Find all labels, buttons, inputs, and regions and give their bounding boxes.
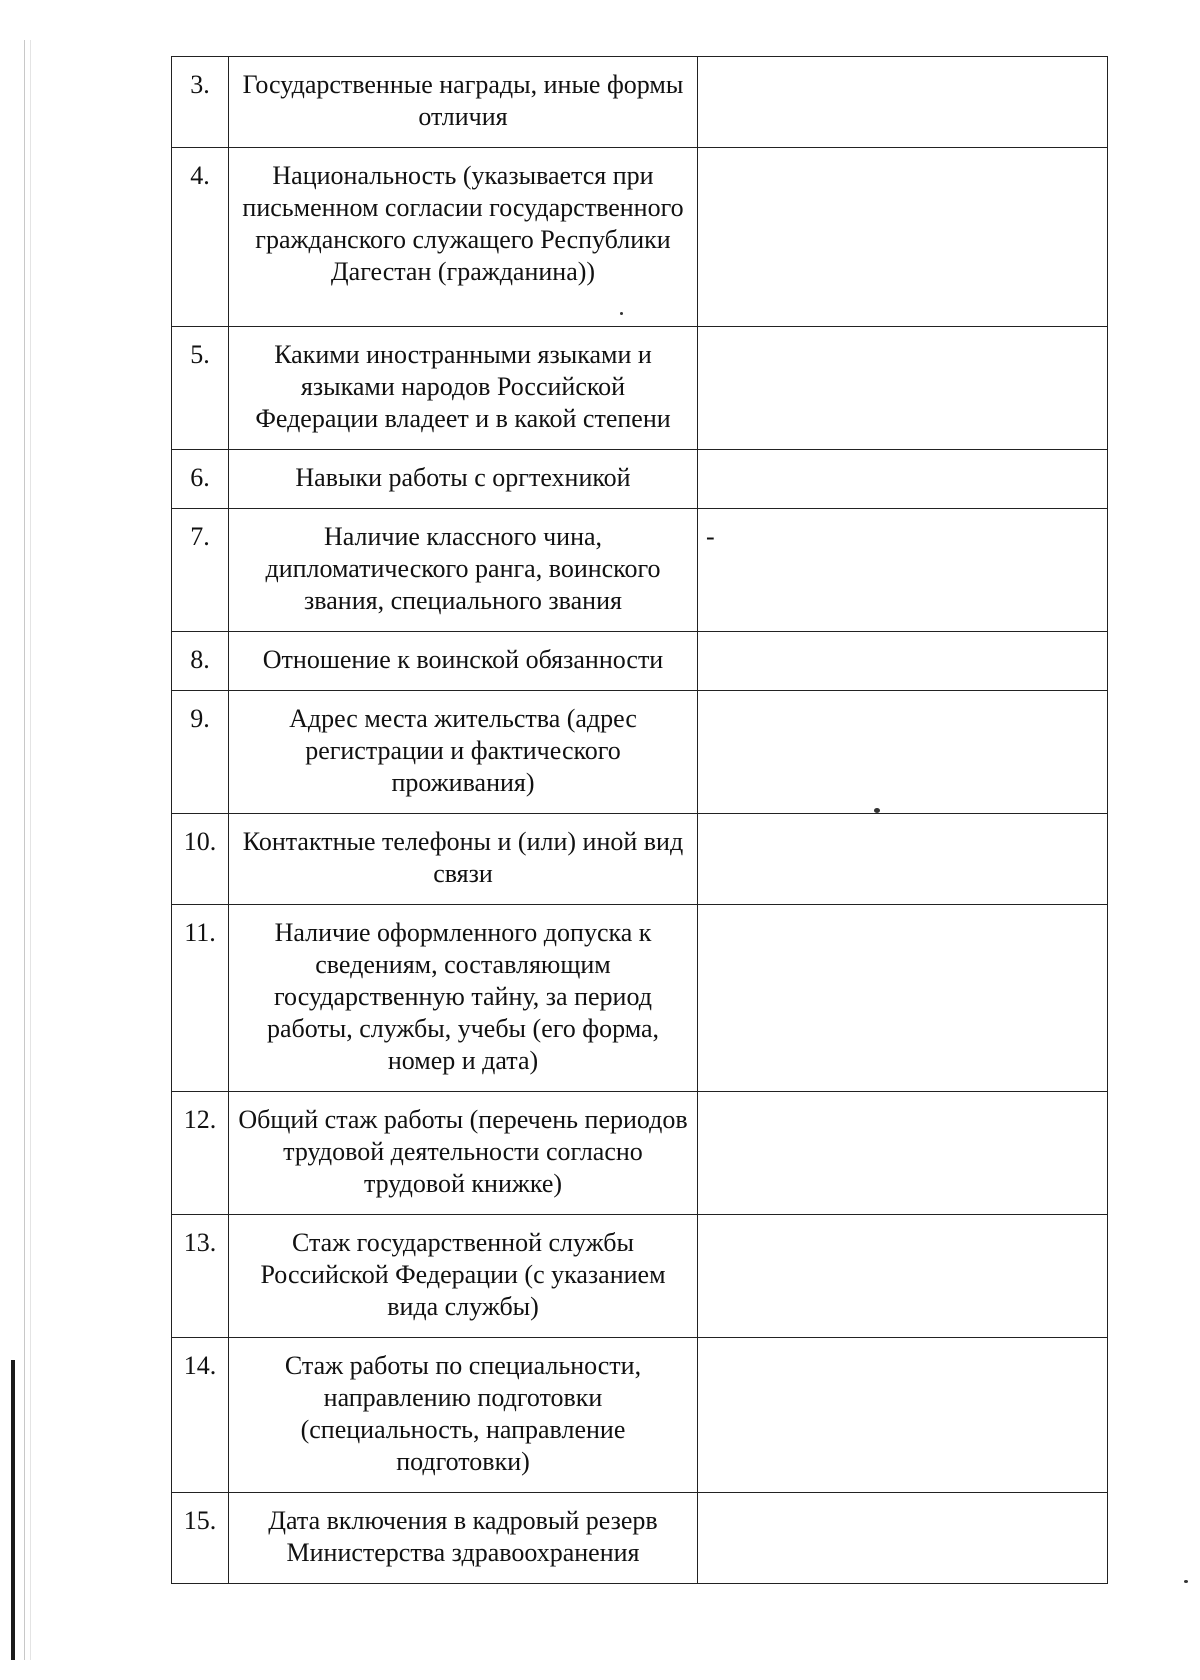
row-value xyxy=(698,632,1108,691)
row-label: Адрес места жительства (адрес регистрации и фактического проживания) xyxy=(229,691,698,814)
row-label: Стаж государственной службы Российской Федерации (с указанием вида службы) xyxy=(229,1215,698,1338)
table-row xyxy=(172,1092,1108,1215)
row-label: Общий стаж работы (перечень периодов трудовой деятельности согласно трудовой книжке) xyxy=(229,1092,698,1215)
table-row xyxy=(172,632,1108,691)
row-label: Дата включения в кадровый резерв Министерства здравоохранения xyxy=(229,1493,698,1584)
row-value xyxy=(698,327,1108,450)
table-row xyxy=(172,1338,1108,1493)
row-value xyxy=(698,691,1108,814)
row-label: Наличие классного чина, дипломатического ранга, воинского звания, специального звания xyxy=(229,509,698,632)
scan-speck xyxy=(1184,1580,1188,1583)
row-number: 15. xyxy=(172,1493,229,1584)
row-value xyxy=(698,1215,1108,1338)
scan-binding-mark xyxy=(11,1360,15,1660)
row-number: 7. xyxy=(172,509,229,632)
row-value xyxy=(698,57,1108,148)
row-number: 14. xyxy=(172,1338,229,1493)
table-row xyxy=(172,450,1108,509)
row-number: 4. xyxy=(172,148,229,327)
row-number: 3. xyxy=(172,57,229,148)
row-number: 5. xyxy=(172,327,229,450)
row-value xyxy=(698,1338,1108,1493)
row-value xyxy=(698,450,1108,509)
row-value xyxy=(698,148,1108,327)
row-label: Отношение к воинской обязанности xyxy=(229,632,698,691)
row-number: 13. xyxy=(172,1215,229,1338)
row-number: 11. xyxy=(172,905,229,1092)
row-label: Навыки работы с оргтехникой xyxy=(229,450,698,509)
table-row xyxy=(172,691,1108,814)
row-number: 6. xyxy=(172,450,229,509)
row-label: Стаж работы по специальности, направлению подготовки (специальность, направление подготовки) xyxy=(229,1338,698,1493)
row-value xyxy=(698,905,1108,1092)
row-number: 12. xyxy=(172,1092,229,1215)
row-label: Государственные награды, иные формы отличия xyxy=(229,57,698,148)
table-row xyxy=(172,148,1108,327)
row-label: Наличие оформленного допуска к сведениям, составляющим государственную тайну, за период работы, службы, учебы (его форма, номер и дата) xyxy=(229,905,698,1092)
table-row xyxy=(172,905,1108,1092)
row-label: Национальность (указывается при письменном согласии государственного гражданского служащего Республики Дагестан (гражданина)) xyxy=(229,148,698,327)
personal-data-table xyxy=(171,56,1108,1584)
table-row xyxy=(172,327,1108,450)
row-value xyxy=(698,1092,1108,1215)
scan-edge-line xyxy=(24,40,25,1660)
row-label: Какими иностранными языками и языками народов Российской Федерации владеет и в какой степени xyxy=(229,327,698,450)
table-row xyxy=(172,814,1108,905)
row-value xyxy=(698,1493,1108,1584)
row-value: - xyxy=(698,509,1108,632)
table-row xyxy=(172,1493,1108,1584)
row-number: 8. xyxy=(172,632,229,691)
row-number: 9. xyxy=(172,691,229,814)
row-label: Контактные телефоны и (или) иной вид связи xyxy=(229,814,698,905)
table-row xyxy=(172,57,1108,148)
row-value xyxy=(698,814,1108,905)
scan-edge-line-faint xyxy=(30,40,31,1660)
row-number: 10. xyxy=(172,814,229,905)
table-row xyxy=(172,509,1108,632)
table-row xyxy=(172,1215,1108,1338)
